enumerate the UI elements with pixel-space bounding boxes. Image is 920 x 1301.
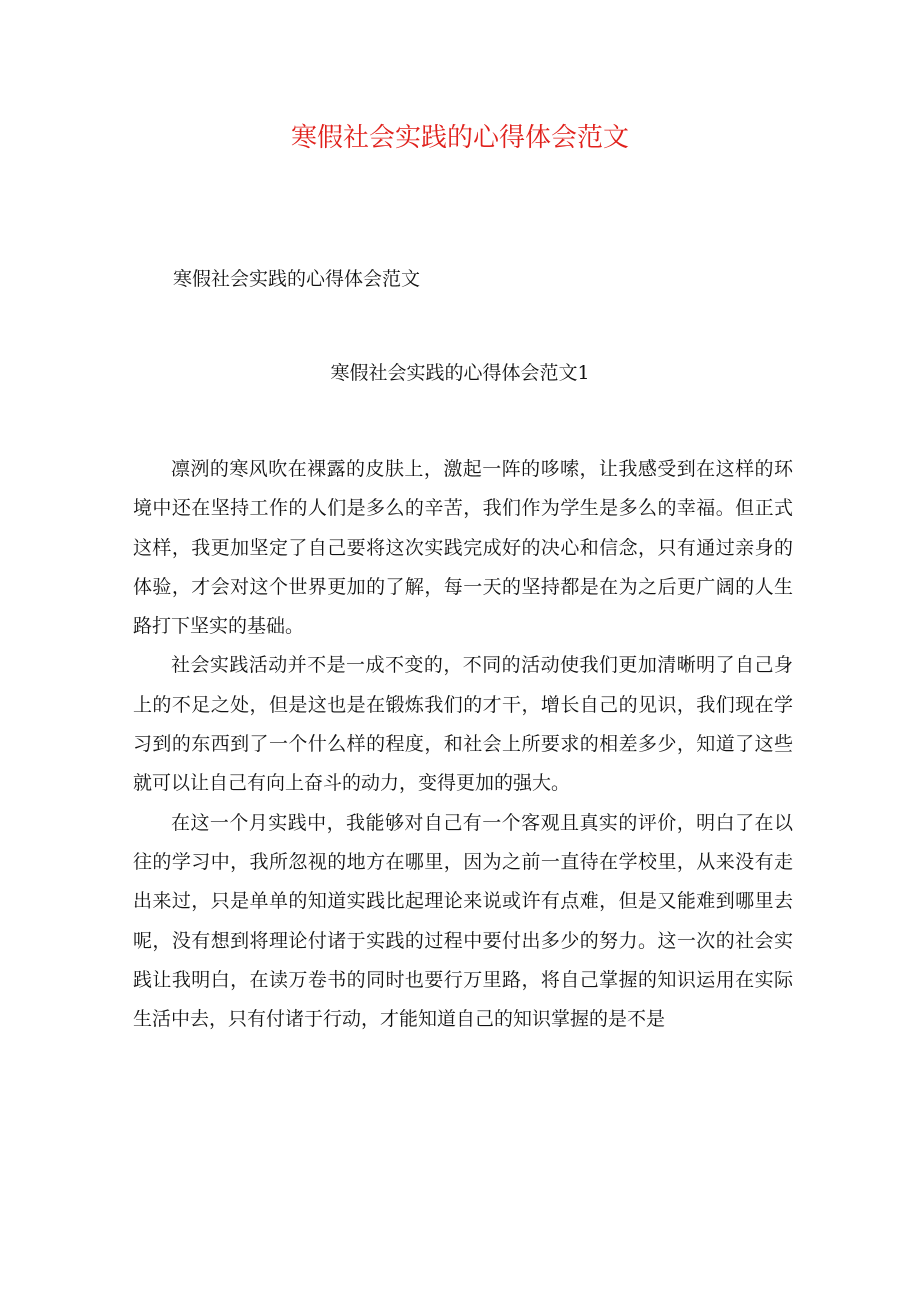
paragraph-1: 凛洌的寒风吹在裸露的皮肤上，激起一阵的哆嗦，让我感受到在这样的环境中还在坚持工作的人们是多么的辛苦，我们作为学生是多么的幸福。但正式这样，我更加坚定了自己要将这次实践完成好的决心和信念，只有通过亲身的体验，才会对这个世界更加的了解，每一天的坚持都是在为之后更广阔的人生路打下坚实的基础。 xyxy=(133,458,793,638)
section-heading: 寒假社会实践的心得体会范文1 xyxy=(330,362,590,384)
document-subtitle: 寒假社会实践的心得体会范文 xyxy=(173,268,421,290)
paragraph-3: 在这一个月实践中，我能够对自己有一个客观且真实的评价，明白了在以往的学习中，我所忽视的地方在哪里，因为之前一直待在学校里，从来没有走出来过，只是单单的知道实践比起理论来说或许有点难，但是又能难到哪里去呢，没有想到将理论付诸于实践的过程中要付出多少的努力。这一次的社会实践让我明白，在读万卷书的同时也要行万里路，将自己掌握的知识运用在实际生活中去，只有付诸于行动，才能知道自己的知识掌握的是不是 xyxy=(133,811,793,1031)
body-text xyxy=(133,450,793,1039)
paragraph-2: 社会实践活动并不是一成不变的，不同的活动使我们更加清晰明了自己身上的不足之处，但是这也是在锻炼我们的才干，增长自己的见识，我们现在学习到的东西到了一个什么样的程度，和社会上所要求的相差多少，知道了这些就可以让自己有向上奋斗的动力，变得更加的强大。 xyxy=(133,654,793,795)
document-title: 寒假社会实践的心得体会范文 xyxy=(290,123,629,153)
